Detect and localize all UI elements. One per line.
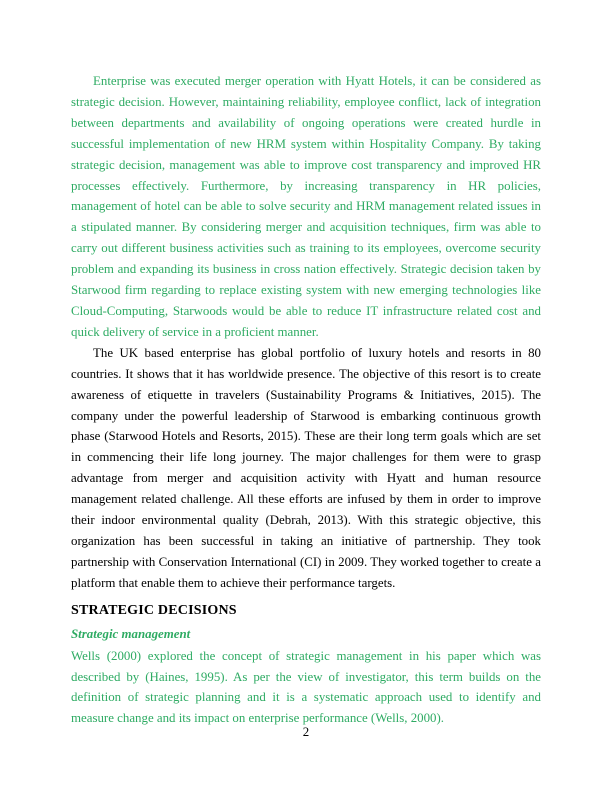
paragraph-uk-enterprise: The UK based enterprise has global portfolio of luxury hotels and resorts in 80 countries. It shows that it has worldwide presence. The objective of this resort is to create awareness of etiquette in travelers (Sustainability Programs & Initiatives, 2015). The company under the powerful leadership of Starwood is embarking continuous growth phase (Starwood Hotels and Resorts, 2015). These are their long term goals which are set in commencing their life long journey. The major challenges for them were to grasp advantage from merger and acquisition activity with Hyatt and human resource management related challenge. All these efforts are infused by them in order to improve their indoor environmental quality (Debrah, 2013). With this strategic objective, this organization has been successful in taking an initiative of partnership. They took partnership with Conservation International (CI) in 2009. They worked together to create a platform that enable them to achieve their performance targets. — [71, 345, 541, 590]
paragraph-merger-operation: Enterprise was executed merger operation with Hyatt Hotels, it can be considered as strategic decision. However, maintaining reliability, employee conflict, lack of integration between departments and availability of ongoing operations were created hurdle in successful implementation of new HRM system within Hospitality Company. By taking strategic decision, management was able to improve cost transparency and improved HR processes effectively. Furthermore, by increasing transparency in HR policies, management of hotel can be able to solve security and HRM management related issues in a stipulated manner. By considering merger and acquisition techniques, firm was able to carry out different business activities such as training to its employees, overcome security problem and expanding its business in cross nation effectively. Strategic decision taken by Starwood firm regarding to replace existing system with new emerging technologies like Cloud-Computing, Starwoods would be able to reduce IT infrastructure related cost and quick delivery of service in a proficient manner. — [71, 74, 541, 339]
page-number: 2 — [302, 725, 310, 739]
paragraph-strategic-management-definition: Wells (2000) explored the concept of strategic management in his paper which was described by (Haines, 1995). As per the view of investigator, this term builds on the definition of strategic planning and it is a systematic approach used to identify and measure change and its impact on enterprise performance (Wells, 2000). — [71, 648, 541, 726]
section-heading-strategic-decisions: STRATEGIC DECISIONS — [71, 602, 237, 618]
subsection-heading-strategic-management: Strategic management — [71, 626, 191, 641]
